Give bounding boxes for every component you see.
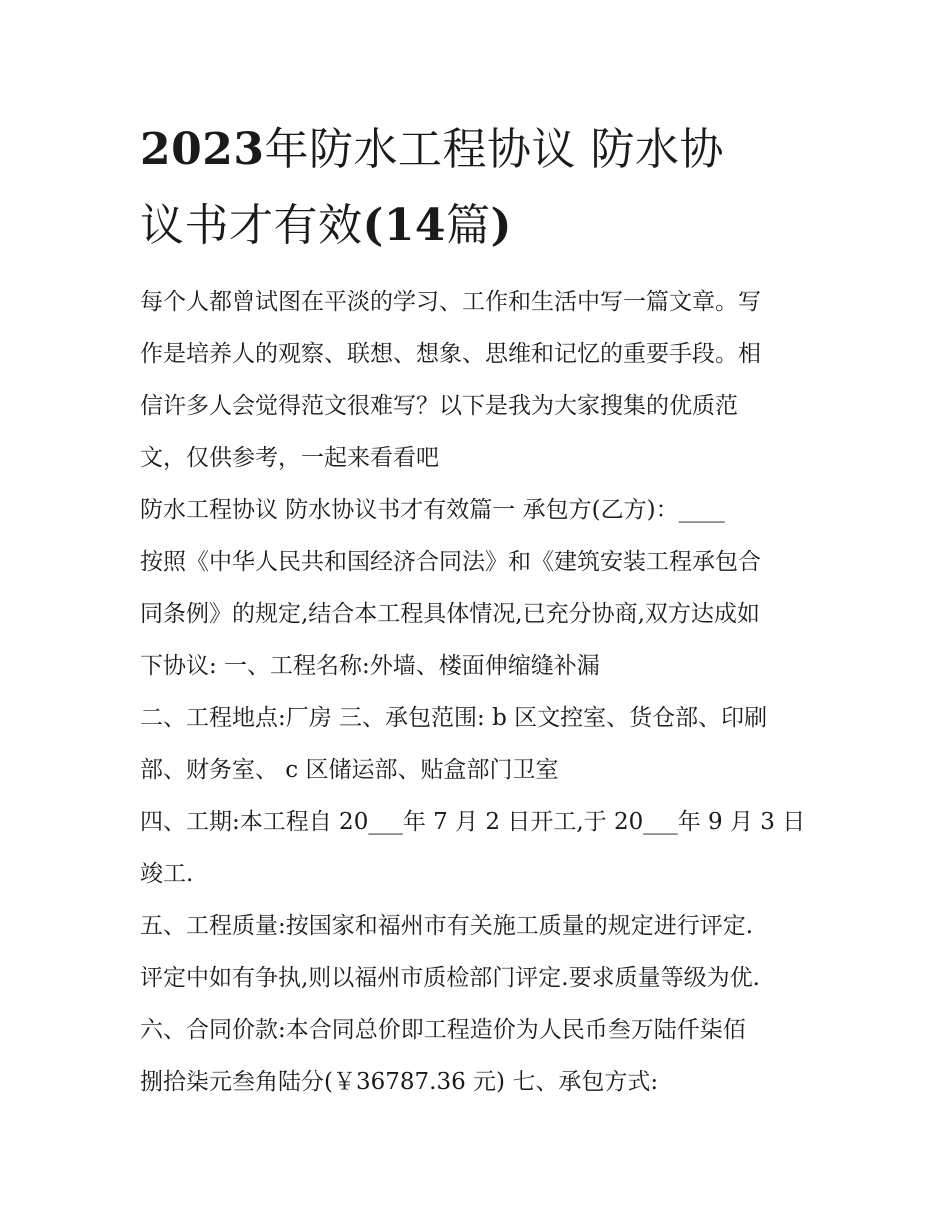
body-line: 信许多人会觉得范文很难写？以下是我为大家搜集的优质范: [140, 393, 738, 419]
body-line: 部、财务室、 c 区储运部、贴盒部门卫室: [140, 757, 559, 783]
page-title: [140, 112, 820, 264]
title-year: 2023: [140, 124, 265, 175]
body-line: 竣工.: [140, 861, 194, 887]
body-line: 评定中如有争执,则以福州市质检部门评定.要求质量等级为优.: [140, 965, 760, 991]
body-line: 下协议: 一、工程名称:外墙、楼面伸缩缝补漏: [140, 653, 600, 679]
title-line-1-text: 年防水工程协议 防水协: [264, 124, 724, 175]
title-line-2: [140, 188, 820, 264]
body-line: 防水工程协议 防水协议书才有效篇一 承包方(乙方)：____: [140, 497, 725, 523]
body-line: 四、工期:本工程自 20___年 7 月 2 日开工,于 20___年 9 月 3 日: [140, 809, 806, 835]
document-body: [140, 276, 820, 1108]
title-line-2-paren: (14: [362, 200, 447, 251]
body-line: 文，仅供参考，一起来看看吧: [140, 445, 439, 471]
body-line: 二、工程地点:厂房 三、承包范围: b 区文控室、货仓部、印刷: [140, 705, 768, 731]
body-line: 作是培养人的观察、联想、想象、思维和记忆的重要手段。相: [140, 341, 761, 367]
body-line: 捌拾柒元叁角陆分(￥36787.36 元) 七、承包方式:: [140, 1069, 659, 1095]
body-line: 按照《中华人民共和国经济合同法》和《建筑安装工程承包合: [140, 549, 761, 575]
title-line-1: [140, 112, 820, 188]
title-line-2-text-b: 篇: [446, 200, 491, 251]
body-line: 同条例》的规定,结合本工程具体情况,已充分协商,双方达成如: [140, 601, 760, 627]
body-line: 六、合同价款:本合同总价即工程造价为人民币叁万陆仟柒佰: [140, 1017, 746, 1043]
title-line-2-close: ): [490, 200, 512, 251]
body-line: 五、工程质量:按国家和福州市有关施工质量的规定进行评定.: [140, 913, 754, 939]
title-line-2-text-a: 议书才有效: [140, 200, 363, 251]
body-line: 每个人都曾试图在平淡的学习、工作和生活中写一篇文章。写: [140, 289, 761, 315]
